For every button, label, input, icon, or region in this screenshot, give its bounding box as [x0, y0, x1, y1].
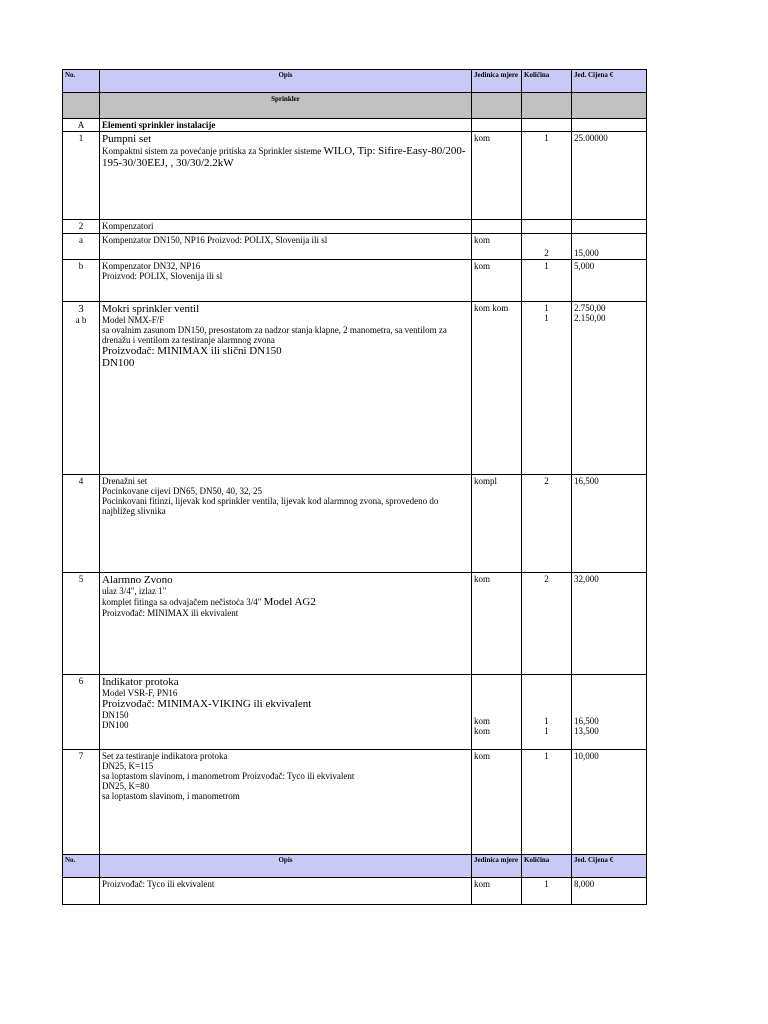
item-qty: 1	[544, 303, 549, 313]
item-no-cell	[63, 302, 100, 475]
item-price-cell	[572, 302, 647, 475]
table-row	[63, 302, 647, 475]
item-unit: kompl	[472, 475, 522, 573]
group-title: Elementi sprinkler instalacije	[100, 119, 472, 132]
header-jedinica: Jedinica mjere	[472, 70, 522, 93]
group-no: A	[63, 119, 100, 132]
item-unit: kom	[472, 750, 522, 855]
item-price: 25.00000	[572, 132, 647, 220]
item-maker: Proizvođač: MINIMAX-VIKING ili ekvivalent	[102, 698, 312, 710]
item-dn: DN150	[102, 710, 129, 720]
item-no: 6	[63, 675, 100, 750]
item-unit: kom	[474, 726, 491, 736]
item-dn: DN100	[102, 720, 129, 730]
item-description	[100, 260, 472, 302]
item-title: Indikator protoka	[102, 676, 179, 688]
table-header-row-repeat	[63, 855, 647, 878]
item-no: 5	[63, 573, 100, 675]
item-qty: 2	[522, 234, 572, 260]
item-unit: kom	[474, 716, 491, 726]
item-price: 13,500	[574, 726, 599, 736]
bill-of-quantities-table	[62, 69, 647, 905]
item-price: 15,000	[572, 234, 647, 260]
item-title: Pumpni set	[102, 133, 152, 145]
item-qty: 1	[544, 313, 549, 323]
item-description	[100, 475, 472, 573]
table-row	[63, 573, 647, 675]
item-text: WILO, Tip: Sifire-Easy-80/200-195-30/30EEJ, , 30/30/2.2kW	[102, 145, 466, 169]
item-no: 7	[63, 750, 100, 855]
item-qty: 1	[544, 716, 549, 726]
table-row	[63, 878, 647, 905]
item-price: 5,000	[572, 260, 647, 302]
item-subno: a b	[75, 315, 87, 325]
item-qty-cell	[522, 302, 572, 475]
header-cijena: Jed. Cijena €	[572, 70, 647, 93]
item-qty: 1	[522, 878, 572, 905]
table-row	[63, 675, 647, 750]
item-no: a	[63, 234, 100, 260]
table-row	[63, 234, 647, 260]
item-unit: kom	[472, 878, 522, 905]
item-qty: 1	[522, 260, 572, 302]
item-text: DN25, K=80	[102, 781, 150, 791]
item-description	[100, 573, 472, 675]
item-price: 8,000	[572, 878, 647, 905]
item-no: 2	[63, 220, 100, 234]
item-qty-cell	[522, 675, 572, 750]
item-text: DN25, K=115	[102, 761, 154, 771]
item-model: Model NMX-F/F	[102, 315, 165, 325]
header-no: No.	[63, 855, 100, 878]
section-label: Sprinkler	[100, 93, 472, 119]
item-text: sa loptastom slavinom, i manometrom	[102, 791, 240, 801]
item-unit: kom kom	[472, 302, 522, 475]
item-qty: 2	[522, 475, 572, 573]
item-description	[100, 302, 472, 475]
table-row	[63, 750, 647, 855]
item-no: 3	[78, 303, 84, 315]
item-model: Model VSR-F, PN16	[102, 688, 178, 698]
item-price: 2.150,00	[574, 313, 606, 323]
item-no: 4	[63, 475, 100, 573]
item-qty: 1	[522, 750, 572, 855]
table-header-row	[63, 70, 647, 93]
item-description	[100, 750, 472, 855]
item-text: komplet fitinga sa odvajačem nečistoća 3/4"	[102, 597, 262, 607]
item-text: Kompaktni sistem za povećanje pritiska za Sprinkler sisteme	[102, 146, 322, 156]
item-dn: DN100	[102, 357, 135, 369]
item-qty: 1	[544, 726, 549, 736]
header-opis: Opis	[100, 70, 472, 93]
item-description: Kompenzator DN150, NP16 Proizvod: POLIX, Slovenija ili sl	[100, 234, 472, 260]
section-row	[63, 93, 647, 119]
table-row	[63, 260, 647, 302]
item-maker: Proizvođač: MINIMAX ili ekvivalent	[102, 608, 239, 618]
item-text: sa loptastom slavinom, i manometrom Proizvođač: Tyco ili ekvivalent	[102, 771, 355, 781]
item-qty: 1	[522, 132, 572, 220]
item-unit-cell	[472, 675, 522, 750]
item-title: Drenažni set	[102, 476, 148, 486]
item-text: Pocinkovane cijevi DN65, DN50, 40, 32, 25	[102, 486, 262, 496]
item-text: Kompenzator DN32, NP16	[102, 261, 201, 271]
item-unit: kom	[472, 260, 522, 302]
item-text: Proizvod: POLIX, Slovenija ili sl	[102, 271, 223, 281]
item-no: b	[63, 260, 100, 302]
header-no: No.	[63, 70, 100, 93]
header-cijena: Jed. Cijena €	[572, 855, 647, 878]
header-kolicina: Količina	[522, 70, 572, 93]
item-unit: kom	[472, 573, 522, 675]
header-opis: Opis	[100, 855, 472, 878]
item-description	[100, 675, 472, 750]
item-unit: kom	[472, 234, 522, 260]
item-price: 2.750,00	[574, 303, 606, 313]
table-row	[63, 475, 647, 573]
item-price: 16,500	[574, 716, 599, 726]
item-no: 1	[63, 132, 100, 220]
item-title: Alarmno Zvono	[102, 574, 173, 586]
header-jedinica: Jedinica mjere	[472, 855, 522, 878]
item-price: 32,000	[572, 573, 647, 675]
group-row	[63, 119, 647, 132]
item-maker: Proizvođač: MINIMAX ili slični DN150	[102, 345, 282, 357]
table-row	[63, 220, 647, 234]
item-description: Proizvođač: Tyco ili ekvivalent	[100, 878, 472, 905]
item-price: 16,500	[572, 475, 647, 573]
table-row	[63, 132, 647, 220]
item-description	[100, 132, 472, 220]
item-price-cell	[572, 675, 647, 750]
item-price: 10,000	[572, 750, 647, 855]
item-title: Mokri sprinkler ventil	[102, 303, 200, 315]
header-kolicina: Količina	[522, 855, 572, 878]
item-text: ulaz 3/4", izlaz 1"	[102, 586, 167, 596]
item-text: Pocinkovani fitinzi, lijevak kod sprinkler ventila, lijevak kod alarmnog zvona, sprovedeno do najbližeg slivnika	[102, 496, 439, 516]
item-title: Set za testiranje indikatora protoka	[102, 751, 228, 761]
item-text: sa ovalnim zasunom DN150, presostatom za nadzor stanja klapne, 2 manometra, sa ventilom za drenažu i ventilom za testiranje alarmnog zvona	[102, 325, 447, 345]
item-title: Kompenzatori	[100, 220, 472, 234]
item-unit: kom	[472, 132, 522, 220]
item-qty: 2	[522, 573, 572, 675]
item-model: Model AG2	[263, 596, 316, 608]
